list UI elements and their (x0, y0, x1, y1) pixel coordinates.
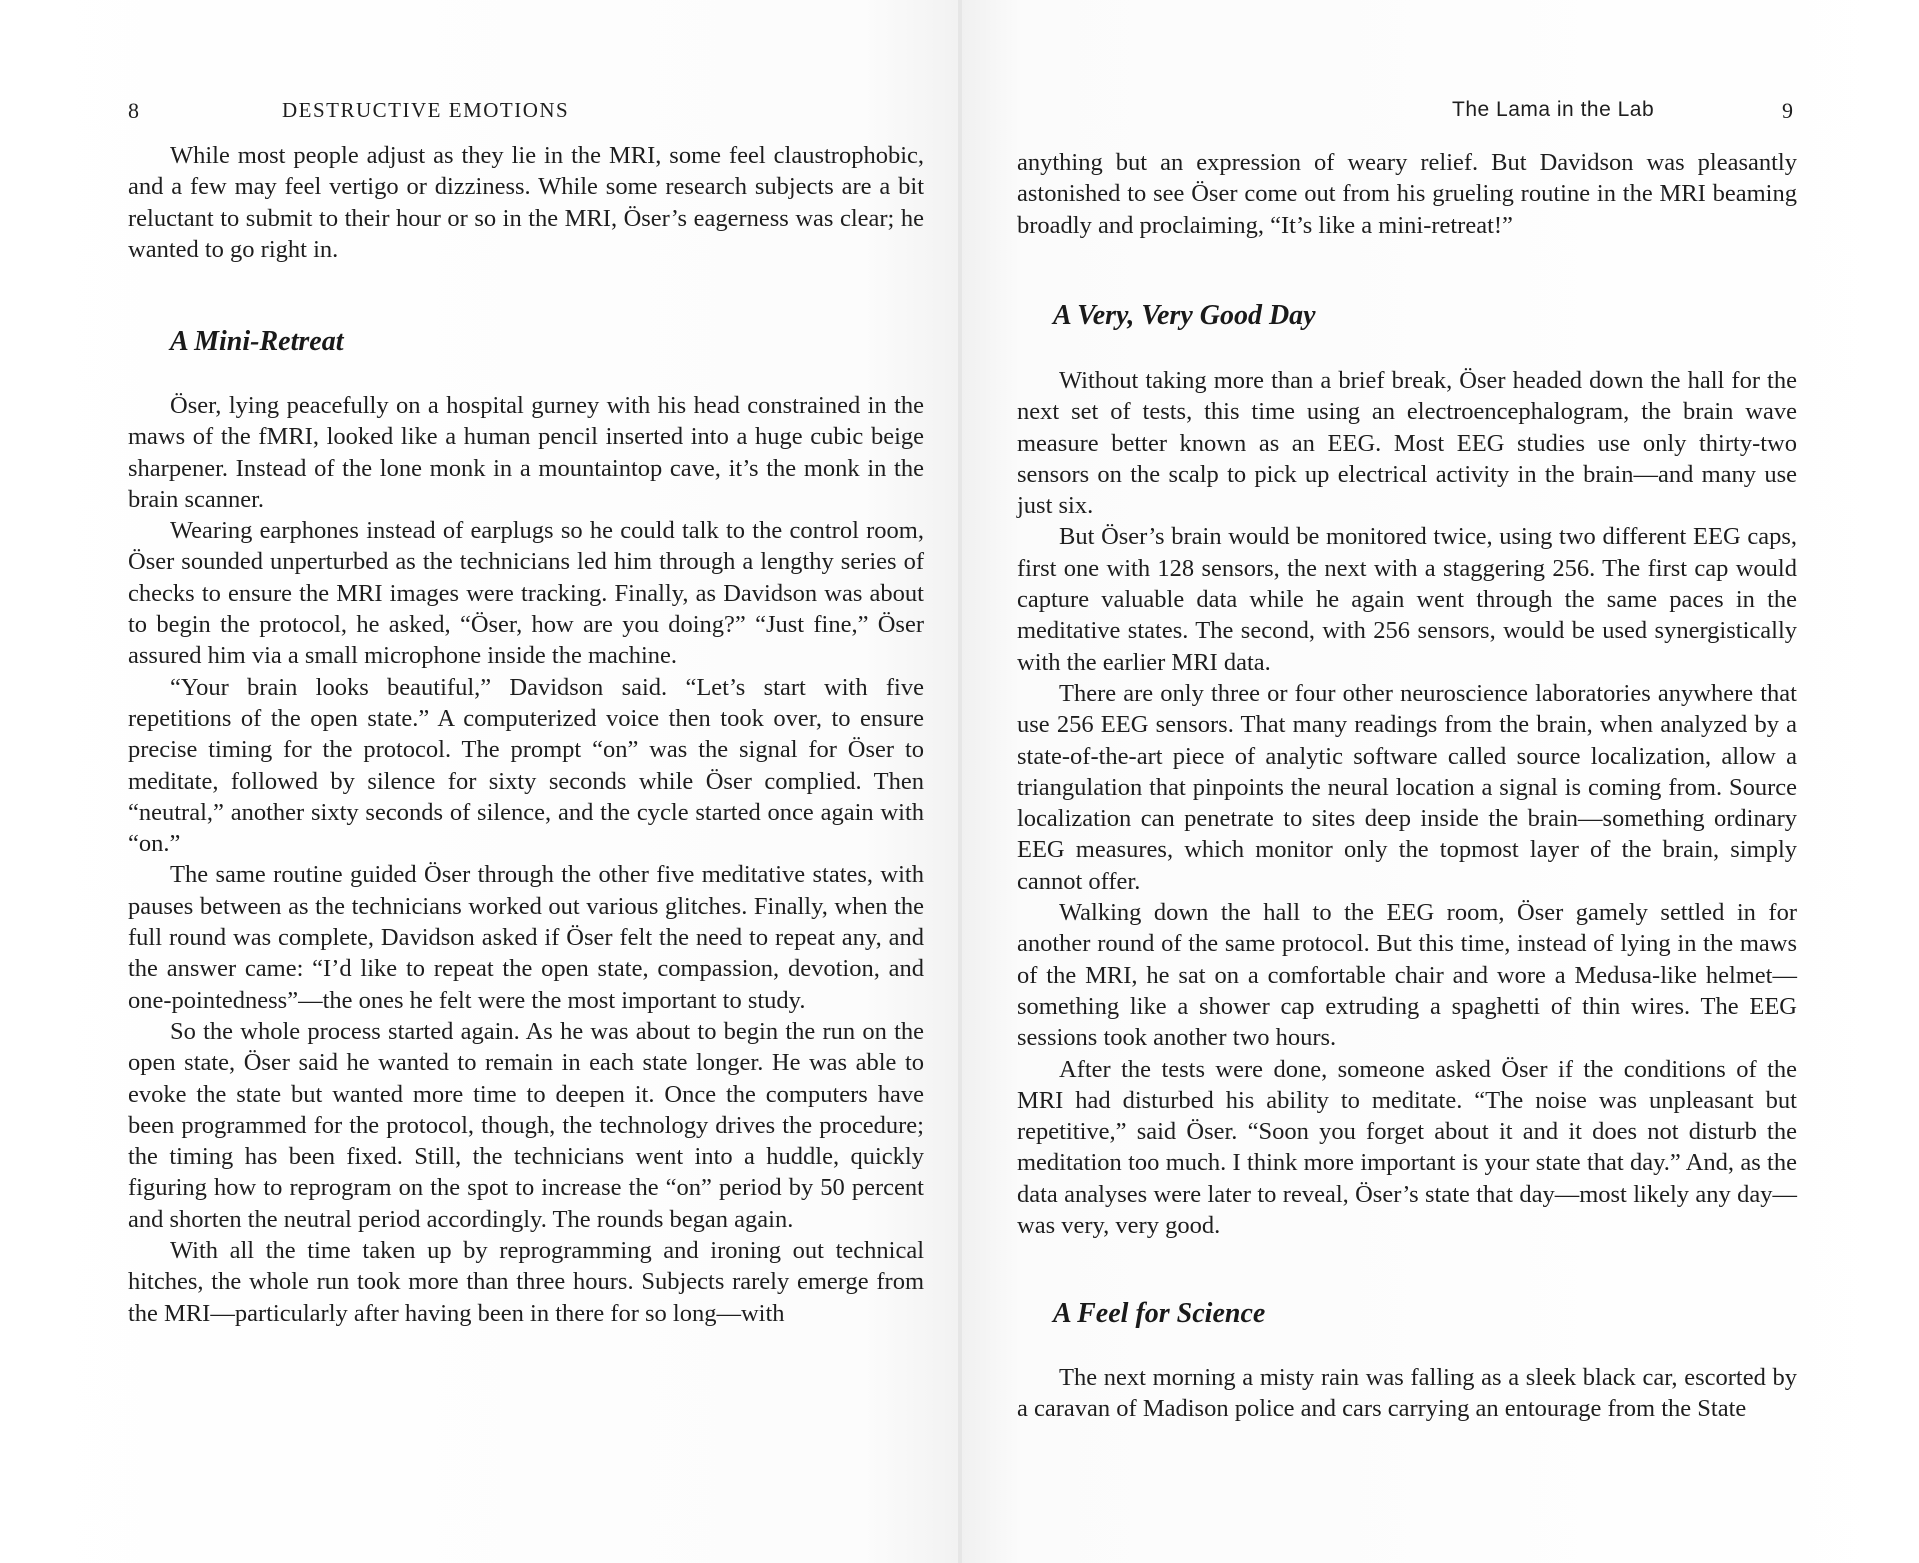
section-heading: A Very, Very Good Day (1053, 300, 1316, 331)
paragraph: After the tests were done, someone asked Öser if the conditions of the MRI had disturbed his ability to meditate. “The noise was unpleasant but repetitive,” said Öser. “Soon you forget about it and it does not disturb the meditation too much. I think more important is your state that day.” And, as the data analyses were later to reveal, Öser’s state that day—most likely any day—was very, very good. (1017, 1055, 1797, 1240)
page-number: 8 (128, 98, 140, 123)
intro-text (1017, 147, 1797, 241)
paragraph: The same routine guided Öser through the other five meditative states, with pauses between as the technicians worked out various glitches. Finally, when the full round was complete, Davidson asked if Öser felt the need to repeat any, and the answer came: “I’d like to repeat the open state, compassion, devotion, and one-pointedness”—the ones he felt were the most important to study. (128, 861, 924, 1014)
section-body (1017, 1362, 1797, 1425)
paragraph: The next morning a misty rain was falling as a sleek black car, escorted by a caravan of Madison police and cars carrying an entourage from the State (1017, 1364, 1797, 1423)
paragraph: “Your brain looks beautiful,” Davidson said. “Let’s start with five repetitions of the open state.” A computerized voice then took over, to ensure precise timing for the protocol. The prompt “on” was the signal for Öser to meditate, followed by silence for sixty seconds while Öser complied. Then “neutral,” another sixty seconds of silence, and the cycle started once again with “on.” (128, 673, 924, 858)
paragraph: While most people adjust as they lie in the MRI, some feel claustrophobic, and a few may feel vertigo or dizziness. While some research subjects are a bit reluctant to submit to their hour or so in the MRI, Öser’s eagerness was clear; he wanted to go right in. (128, 142, 924, 263)
paragraph: But Öser’s brain would be monitored twice, using two different EEG caps, first one with 128 sensors, the next with a staggering 256. The first cap would capture valuable data while he again went through the same paces in the meditative states. The second, with 256 sensors, would be used synergistically with the earlier MRI data. (1017, 523, 1797, 676)
paragraph: anything but an expression of weary relief. But Davidson was pleasantly astonished to see Öser come out from his grueling routine in the MRI beaming broadly and proclaiming, “It’s like a mini-retreat!” (1017, 149, 1797, 239)
section-body (128, 390, 924, 1329)
section-heading: A Mini-Retreat (170, 326, 344, 357)
paragraph: So the whole process started again. As he was about to begin the run on the open state, Öser said he wanted to remain in each state longer. He was able to evoke the state but wanted more time to deepen it. Once the computers have been programmed for the protocol, though, the technology drives the procedure; the timing has been fixed. Still, the technicians went into a huddle, quickly figuring how to reprogram on the spot to increase the “on” period by 50 percent and shorten the neutral period accordingly. The rounds began again. (128, 1017, 924, 1233)
paragraph: Öser, lying peacefully on a hospital gurney with his head constrained in the maws of the fMRI, looked like a human pencil inserted into a huge cubic beige sharpener. Instead of the lone monk in a mountaintop cave, it’s the monk in the brain scanner. (128, 392, 924, 513)
paragraph: With all the time taken up by reprogramming and ironing out technical hitches, the whole run took more than three hours. Subjects rarely emerge from the MRI—particularly after having been in there for so long—with (128, 1237, 924, 1327)
paragraph: There are only three or four other neuroscience laboratories anywhere that use 256 EEG sensors. That many readings from the brain, when analyzed by a state-of-the-art piece of analytic software called source localization, allow a triangulation that pinpoints the neural location a signal is coming from. Source localization can penetrate to sites deep inside the brain—something ordinary EEG measures, which monitor only the topmost layer of the brain, simply cannot offer. (1017, 679, 1797, 895)
left-page (0, 0, 958, 1563)
paragraph: Without taking more than a brief break, Öser headed down the hall for the next set of tests, this time using an electroencephalogram, the brain wave measure better known as an EEG. Most EEG studies use only thirty-two sensors on the scalp to pick up electrical activity in the brain—and many use just six. (1017, 367, 1797, 520)
intro-text (128, 140, 924, 265)
running-head: The Lama in the Lab (1452, 98, 1655, 121)
section-body (1017, 365, 1797, 1241)
running-head: DESTRUCTIVE EMOTIONS (282, 98, 570, 122)
page-number: 9 (1782, 98, 1794, 123)
section-heading: A Feel for Science (1053, 1298, 1266, 1329)
paragraph: Walking down the hall to the EEG room, Öser gamely settled in for another round of the same protocol. But this time, instead of lying in the maws of the MRI, he sat on a comfortable chair and wore a Medusa-like helmet—something like a shower cap extruding a spaghetti of thin wires. The EEG sessions took another two hours. (1017, 899, 1797, 1052)
paragraph: Wearing earphones instead of earplugs so he could talk to the control room, Öser sounded unperturbed as the technicians led him through a lengthy series of checks to ensure the MRI images were tracking. Finally, as Davidson was about to begin the protocol, he asked, “Öser, how are you doing?” “Just fine,” Öser assured him via a small microphone inside the machine. (128, 517, 924, 670)
